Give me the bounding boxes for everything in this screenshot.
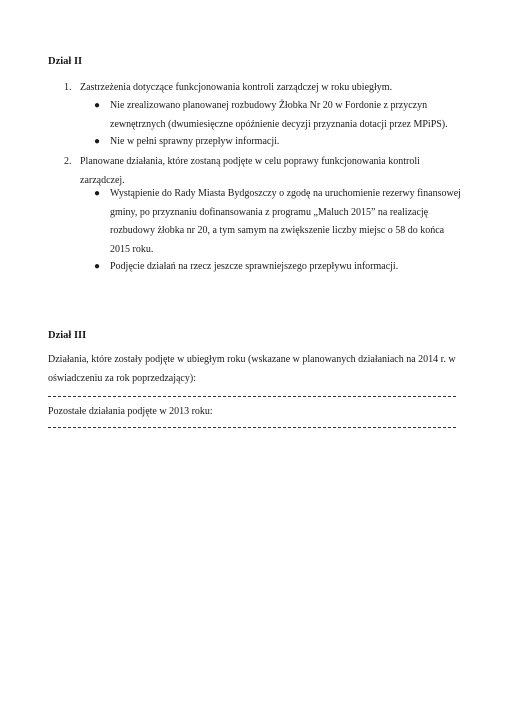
paragraph-previous-actions: Działania, które zostały podjęte w ubiegłym roku (wskazane w planowanych działaniach na 2014 r. w oświadczeniu za rok poprzedzający): xyxy=(48,354,456,384)
item-text: Zastrzeżenia dotyczące funkcjonowania kontroli zarządczej w roku ubiegłym. xyxy=(80,82,393,93)
item-number: 1. xyxy=(64,82,72,93)
bullet-text: Nie zrealizowano planowanej rozbudowy Żłobka Nr 20 w Fordonie z przyczyn zewnętrznych (dwumiesięczne opóźnienie decyzji przyznania dotacji przez MPiPS). xyxy=(110,100,448,130)
numbered-item-1 xyxy=(64,78,464,97)
section-heading-dzial-3: Dział III xyxy=(48,330,87,341)
bullet-text: Wystąpienie do Rady Miasta Bydgoszczy o zgodę na uruchomienie rezerwy finansowej gminy, po przyznaniu dofinansowania z programu „Maluch 2015” na realizację rozbudowy żłobka nr 20, a tym samym na zwiększenie liczby miejsc o 58 do końca 2015 roku. xyxy=(110,188,461,255)
paragraph-other-actions: Pozostałe działania podjęte w 2013 roku: xyxy=(48,406,213,417)
bullet-icon: ● xyxy=(94,100,101,111)
item-number: 2. xyxy=(64,156,72,167)
dashed-line xyxy=(48,427,456,428)
bullet-item xyxy=(94,133,464,152)
bullet-icon: ● xyxy=(94,261,101,272)
item-text: Planowane działania, które zostaną podjęte w celu poprawy funkcjonowania kontroli zarządczej. xyxy=(80,156,420,186)
dashed-line xyxy=(48,396,456,397)
bullet-icon: ● xyxy=(94,136,101,147)
bullet-item xyxy=(94,185,464,259)
bullet-item xyxy=(94,97,464,134)
bullet-text: Nie w pełni sprawny przepływ informacji. xyxy=(110,136,280,147)
bullet-text: Podjęcie działań na rzecz jeszcze sprawniejszego przepływu informacji. xyxy=(110,261,399,272)
section-heading-dzial-2: Dział II xyxy=(48,56,83,67)
bullet-icon: ● xyxy=(94,188,101,199)
bullet-item xyxy=(94,258,464,277)
